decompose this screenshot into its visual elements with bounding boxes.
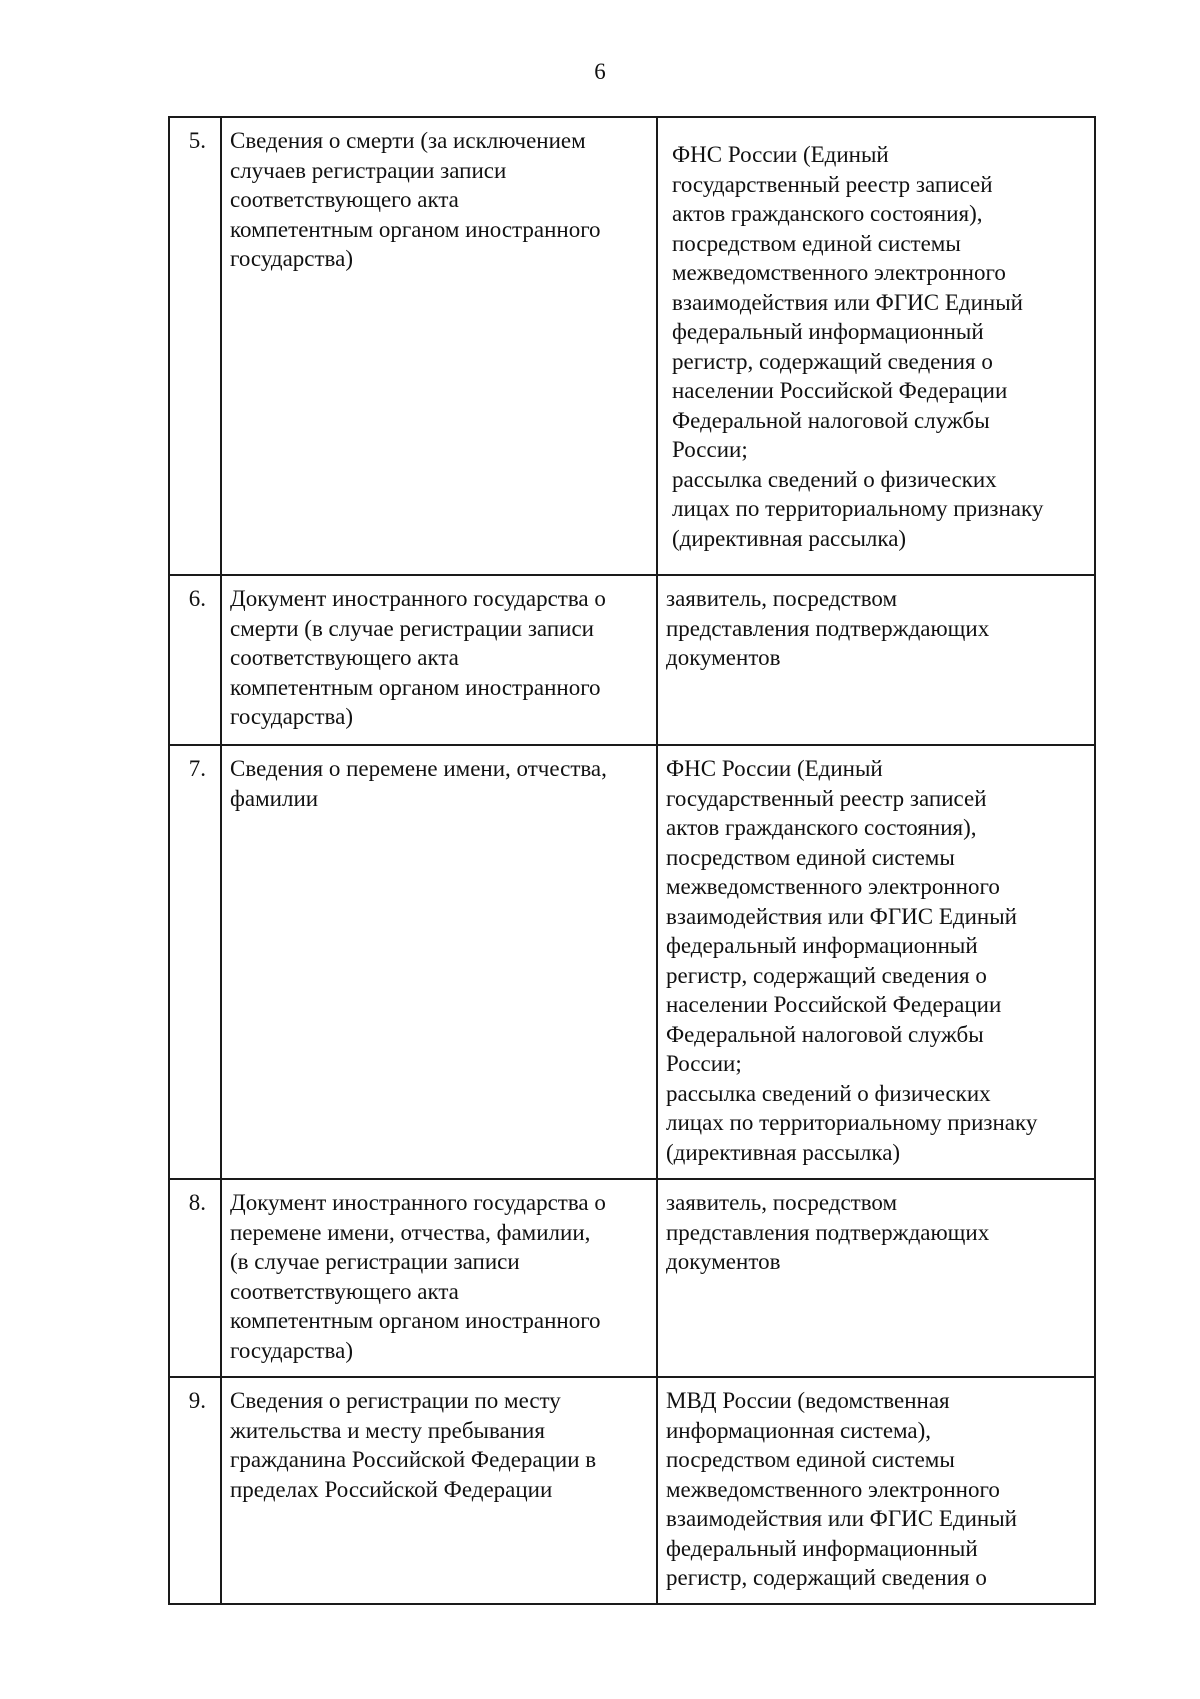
info-source-line: регистр, содержащий сведения о	[672, 348, 993, 374]
info-name-cell	[221, 745, 657, 1179]
table-row	[169, 1179, 1095, 1377]
info-source-line: межведомственного электронного	[666, 874, 1000, 899]
info-name-line: жительства и месту пребывания	[230, 1417, 545, 1443]
info-source-line: государственный реестр записей	[666, 785, 987, 811]
info-source-line: лицах по территориальному признаку	[666, 1110, 1038, 1135]
info-source-line: межведомственного электронного	[666, 1476, 1000, 1502]
info-source-line: взаимодействия или ФГИС Единый	[666, 1506, 1017, 1531]
info-name-line: компетентным органом иностранного	[230, 216, 601, 242]
info-source-line: регистр, содержащий сведения о	[666, 962, 987, 988]
info-source-line: Федеральной налоговой службы	[666, 1021, 984, 1047]
info-name-line: пределах Российской Федерации	[230, 1476, 553, 1502]
info-name-line: компетентным органом иностранного	[230, 1308, 601, 1333]
row-number-cell	[169, 117, 221, 575]
row-number-cell	[169, 575, 221, 745]
info-name-line: (в случае регистрации записи	[230, 1249, 520, 1274]
info-name-line: государства)	[230, 1337, 353, 1363]
info-source-cell	[657, 1377, 1095, 1604]
info-source-line: регистр, содержащий сведения о	[666, 1565, 987, 1590]
info-source-line: России;	[666, 1051, 742, 1076]
info-source-line: федеральный информационный	[666, 933, 978, 958]
info-source-line: информационная система),	[666, 1417, 932, 1443]
info-source-cell	[657, 117, 1095, 575]
info-source-line: рассылка сведений о физических	[666, 1080, 991, 1106]
row-number: 7.	[188, 756, 206, 781]
info-name-cell	[221, 117, 657, 575]
info-name-line: Документ иностранного государства о	[230, 586, 606, 611]
info-name-line: соответствующего акта	[230, 645, 459, 670]
info-source-line: актов гражданского состояния),	[672, 201, 983, 226]
info-name-line: фамилии	[230, 785, 319, 811]
info-source-line: ФНС России (Единый	[666, 756, 883, 781]
info-source-line: федеральный информационный	[666, 1535, 978, 1561]
row-number: 8.	[188, 1190, 206, 1215]
info-source-line: заявитель, посредством	[666, 586, 898, 611]
info-source-line: взаимодействия или ФГИС Единый	[672, 289, 1023, 315]
info-source-line: МВД России (ведомственная	[666, 1388, 950, 1413]
page-number: 6	[594, 59, 606, 84]
info-name-line: Документ иностранного государства о	[230, 1190, 606, 1215]
document-table	[168, 116, 1096, 1605]
row-number-cell	[169, 745, 221, 1179]
info-source-line: посредством единой системы	[666, 1447, 955, 1472]
info-name-line: соответствующего акта	[230, 187, 459, 212]
info-source-line: России;	[672, 437, 748, 462]
info-source-cell	[657, 575, 1095, 745]
info-source-line: заявитель, посредством	[666, 1190, 898, 1215]
info-source-line: населении Российской Федерации	[666, 992, 1002, 1017]
info-source-line: Федеральной налоговой службы	[672, 407, 990, 433]
row-number-cell	[169, 1377, 221, 1604]
info-name-line: компетентным органом иностранного	[230, 674, 601, 700]
info-source-line: посредством единой системы	[666, 844, 955, 870]
info-source-line: представления подтверждающих	[666, 1219, 990, 1245]
info-name-line: Сведения о перемене имени, отчества,	[230, 756, 607, 781]
info-source-line: (директивная рассылка)	[666, 1139, 901, 1165]
row-number-cell	[169, 1179, 221, 1377]
info-name-line: Сведения о смерти (за исключением	[230, 128, 586, 153]
table-row	[169, 575, 1095, 745]
info-name-line: Сведения о регистрации по месту	[230, 1388, 561, 1413]
info-source-cell	[657, 745, 1095, 1179]
info-source-line: документов	[666, 645, 781, 670]
row-number: 6.	[188, 586, 206, 611]
info-name-line: смерти (в случае регистрации записи	[230, 615, 594, 641]
info-source-line: ФНС России (Единый	[672, 142, 889, 167]
info-name-line: случаев регистрации записи	[230, 157, 507, 183]
info-source-line: (директивная рассылка)	[672, 525, 907, 551]
info-source-line: государственный реестр записей	[672, 171, 993, 197]
table-row	[169, 745, 1095, 1179]
info-name-line: государства)	[230, 246, 353, 271]
info-source-line: взаимодействия или ФГИС Единый	[666, 903, 1017, 929]
info-source-cell	[657, 1179, 1095, 1377]
info-source-line: посредством единой системы	[672, 230, 961, 256]
info-source-line: рассылка сведений о физических	[672, 466, 997, 492]
info-name-line: перемене имени, отчества, фамилии,	[230, 1219, 591, 1245]
info-name-line: государства)	[230, 704, 353, 729]
info-source-line: актов гражданского состояния),	[666, 815, 977, 840]
info-name-line: гражданина Российской Федерации в	[230, 1447, 597, 1472]
info-name-cell	[221, 575, 657, 745]
row-number: 5.	[188, 128, 206, 153]
info-source-line: населении Российской Федерации	[672, 378, 1008, 403]
info-name-line: соответствующего акта	[230, 1278, 459, 1304]
info-source-line: лицах по территориальному признаку	[672, 496, 1044, 521]
info-source-line: межведомственного электронного	[672, 260, 1006, 285]
info-source-line: документов	[666, 1249, 781, 1274]
table-row	[169, 1377, 1095, 1604]
row-number: 9.	[188, 1388, 206, 1413]
info-name-cell	[221, 1179, 657, 1377]
info-source-line: федеральный информационный	[672, 319, 984, 344]
table-row	[169, 117, 1095, 575]
info-name-cell	[221, 1377, 657, 1604]
info-source-line: представления подтверждающих	[666, 615, 990, 641]
